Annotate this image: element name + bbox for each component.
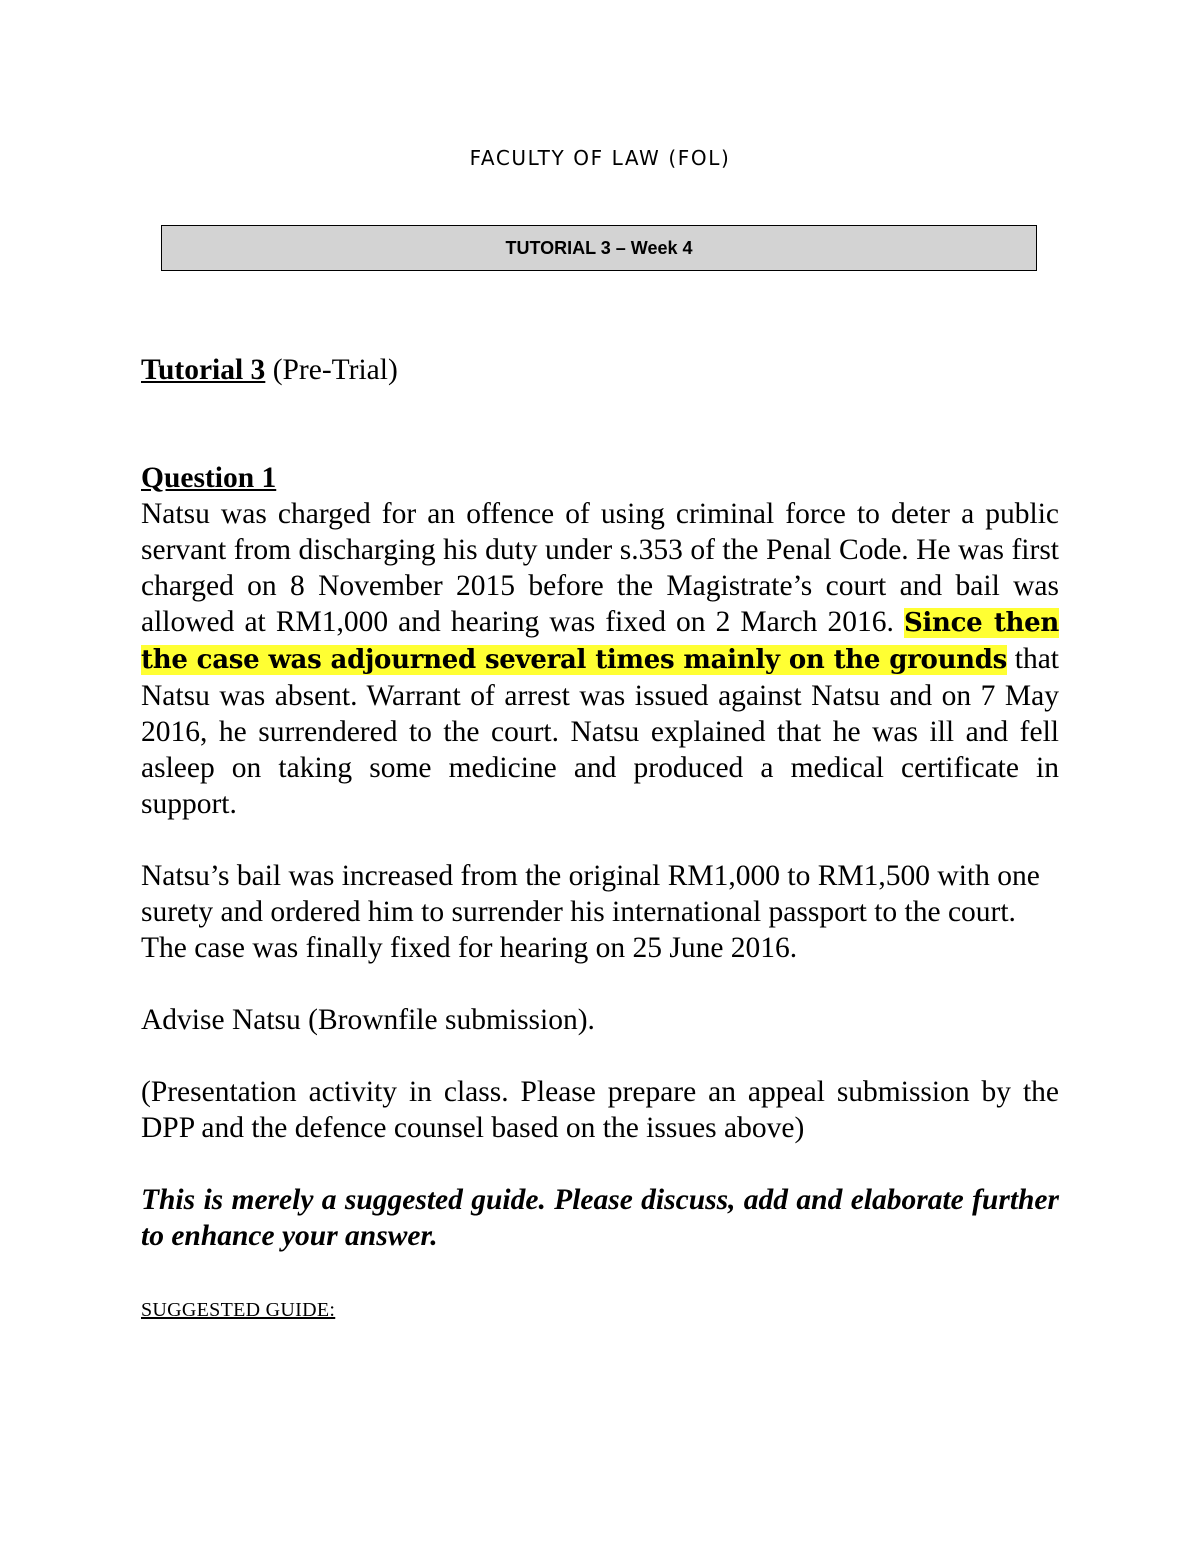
highlighted-text: Since then the case was adjourned several times mainly on the grounds bbox=[141, 608, 1059, 675]
spacer bbox=[141, 1038, 1059, 1074]
spacer bbox=[141, 822, 1059, 858]
suggested-guide-heading: SUGGESTED GUIDE: bbox=[141, 1299, 336, 1321]
paragraph-1-text: Natsu was charged for an offence of using criminal force to deter a public servant from discharging his duty under s.353 of the Penal Code. He was first charged on 8 November 2015 before the Magistrate’s court and bail was allowed at RM1,000 and hearing was fixed on 2 March 2016. bbox=[141, 498, 1059, 638]
question-heading: Question 1 bbox=[141, 462, 277, 494]
tutorial-heading-label: Tutorial 3 bbox=[141, 354, 266, 386]
tutorial-heading-subtitle: (Pre-Trial) bbox=[265, 354, 398, 386]
spacer bbox=[141, 966, 1059, 1002]
tutorial-heading bbox=[141, 352, 1059, 388]
document-body bbox=[141, 352, 1059, 1328]
spacer bbox=[141, 1146, 1059, 1182]
paragraph-1-continued: that Natsu was absent. Warrant of arrest was issued against Natsu and on 7 May 2016, he surrendered to the court. Natsu explained that he was ill and fell asleep on taking some medicine and produced a medical certificate in support. bbox=[141, 643, 1059, 820]
question-paragraph-3: Advise Natsu (Brownfile submission). bbox=[141, 1004, 595, 1036]
question-paragraph-2: Natsu’s bail was increased from the original RM1,000 to RM1,500 with one surety and ordered him to surrender his international passport to the court. The case was finally fixed for hearing on 25 June 2016. bbox=[141, 860, 1040, 964]
question-paragraph-4: (Presentation activity in class. Please prepare an appeal submission by the DPP and the defence counsel based on the issues above) bbox=[141, 1076, 1059, 1144]
question-paragraph-1 bbox=[141, 496, 1059, 822]
spacer bbox=[141, 1254, 1059, 1292]
faculty-title: FACULTY OF LAW (FOL) bbox=[469, 146, 731, 170]
tutorial-week-box bbox=[161, 225, 1037, 271]
tutorial-week-label: TUTORIAL 3 – Week 4 bbox=[505, 237, 693, 258]
guide-note: This is merely a suggested guide. Please discuss, add and elaborate further to enhance your answer. bbox=[141, 1184, 1059, 1252]
spacer bbox=[141, 388, 1059, 460]
